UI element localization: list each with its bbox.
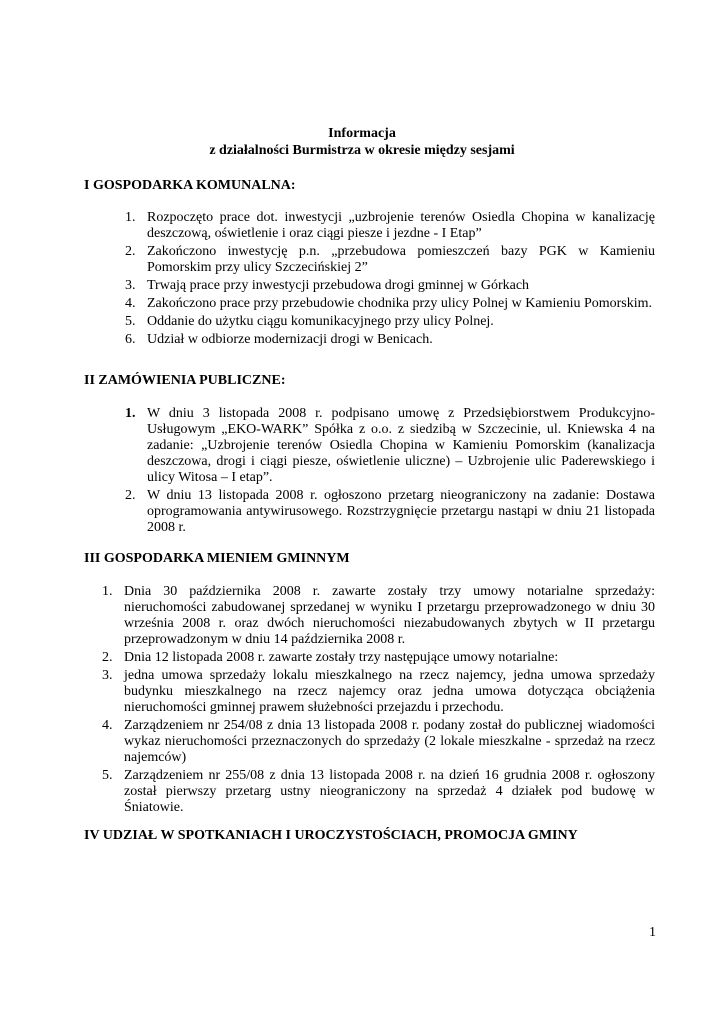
section-heading-udzial-w-spotkaniach: IV UDZIAŁ W SPOTKANIACH I UROCZYSTOŚCIACH, PROMOCJA GMINY: [84, 828, 578, 843]
list-item: 3. Trwają prace przy inwestycji przebudowa drogi gminnej w Górkach: [125, 278, 530, 293]
document-title: Informacja: [328, 126, 396, 141]
list-item: 2. W dniu 13 listopada 2008 r. ogłoszono przetarg nieograniczony na zadanie: Dostawa oprogramowania antywirusowego. Rozstrzygnięcie przetargu nastąpi w dniu 21 listopada 2008 r.: [125, 488, 655, 535]
list-item: 1. Rozpoczęto prace dot. inwestycji „uzbrojenie terenów Osiedla Chopina w kanalizację deszczową, oświetlenie i oraz ciągi piesze i jezdne - I Etap”: [125, 210, 655, 241]
document-subtitle: z działalności Burmistrza w okresie między sesjami: [209, 143, 515, 158]
list-item: 4. Zarządzeniem nr 254/08 z dnia 13 listopada 2008 r. podany został do publicznej wiadomości wykaz nieruchomości przeznaczonych do sprzedaży (2 lokale mieszkalne - sprzedaż na rzecz najemców): [102, 718, 655, 765]
list-item: 4. Zakończono prace przy przebudowie chodnika przy ulicy Polnej w Kamieniu Pomorskim.: [125, 296, 653, 311]
list-item: 6. Udział w odbiorze modernizacji drogi w Benicach.: [125, 332, 433, 347]
section-heading-gospodarka-mieniem: III GOSPODARKA MIENIEM GMINNYM: [84, 551, 350, 566]
list-zamowienia-publiczne: [125, 406, 655, 536]
section-heading-gospodarka-komunalna: I GOSPODARKA KOMUNALNA:: [84, 178, 296, 193]
list-item: 5. Zarządzeniem nr 255/08 z dnia 13 listopada 2008 r. na dzień 16 grudnia 2008 r. ogłoszony został pierwszy przetarg ustny nieograniczony na sprzedaż 4 działek pod budowę w Śniatowie.: [102, 768, 655, 815]
list-item: 1. W dniu 3 listopada 2008 r. podpisano umowę z Przedsiębiorstwem Produkcyjno-Usługowym „EKO-WARK” Spółka z o.o. z siedzibą w Szczecinie, ul. Kniewska 4 na zadanie: „Uzbrojenie terenów Osiedla Chopina w Kamieniu Pomorskim (kanalizacja deszczowa, drogi i ciągi piesze, oświetlenie uliczne) – Uzbrojenie ulic Paderewskiego i ulicy Witosa – I etap”.: [125, 406, 655, 485]
list-item: 1. Dnia 30 października 2008 r. zawarte zostały trzy umowy notarialne sprzedaży: nieruchomości zabudowanej sprzedanej w wyniku I przetargu przeprowadzonego w dniu 30 września 2008 r. oraz dwóch nieruchomości niezabudowanych zbytych w II przetargu przeprowadzonym w dniu 14 października 2008 r.: [102, 584, 655, 647]
page-number: 1: [649, 925, 656, 940]
list-item: 2. Zakończono inwestycję p.n. „przebudowa pomieszczeń bazy PGK w Kamieniu Pomorskim przy ulicy Szczecińskiej 2”: [125, 244, 655, 275]
list-item: 3. jedna umowa sprzedaży lokalu mieszkalnego na rzecz najemcy, jedna umowa sprzedaży budynku mieszkalnego na rzecz najemcy oraz jedna umowa dotycząca obciążenia nieruchomości gminnej prawem służebności przejazdu i przechodu.: [102, 668, 655, 715]
list-item: 5. Oddanie do użytku ciągu komunikacyjnego przy ulicy Polnej.: [125, 314, 494, 329]
list-item: 2. Dnia 12 listopada 2008 r. zawarte zostały trzy następujące umowy notarialne:: [102, 650, 559, 665]
list-gospodarka-mieniem: [102, 584, 655, 816]
list-gospodarka-komunalna: [125, 210, 655, 348]
section-heading-zamowienia-publiczne: II ZAMÓWIENIA PUBLICZNE:: [84, 373, 286, 388]
